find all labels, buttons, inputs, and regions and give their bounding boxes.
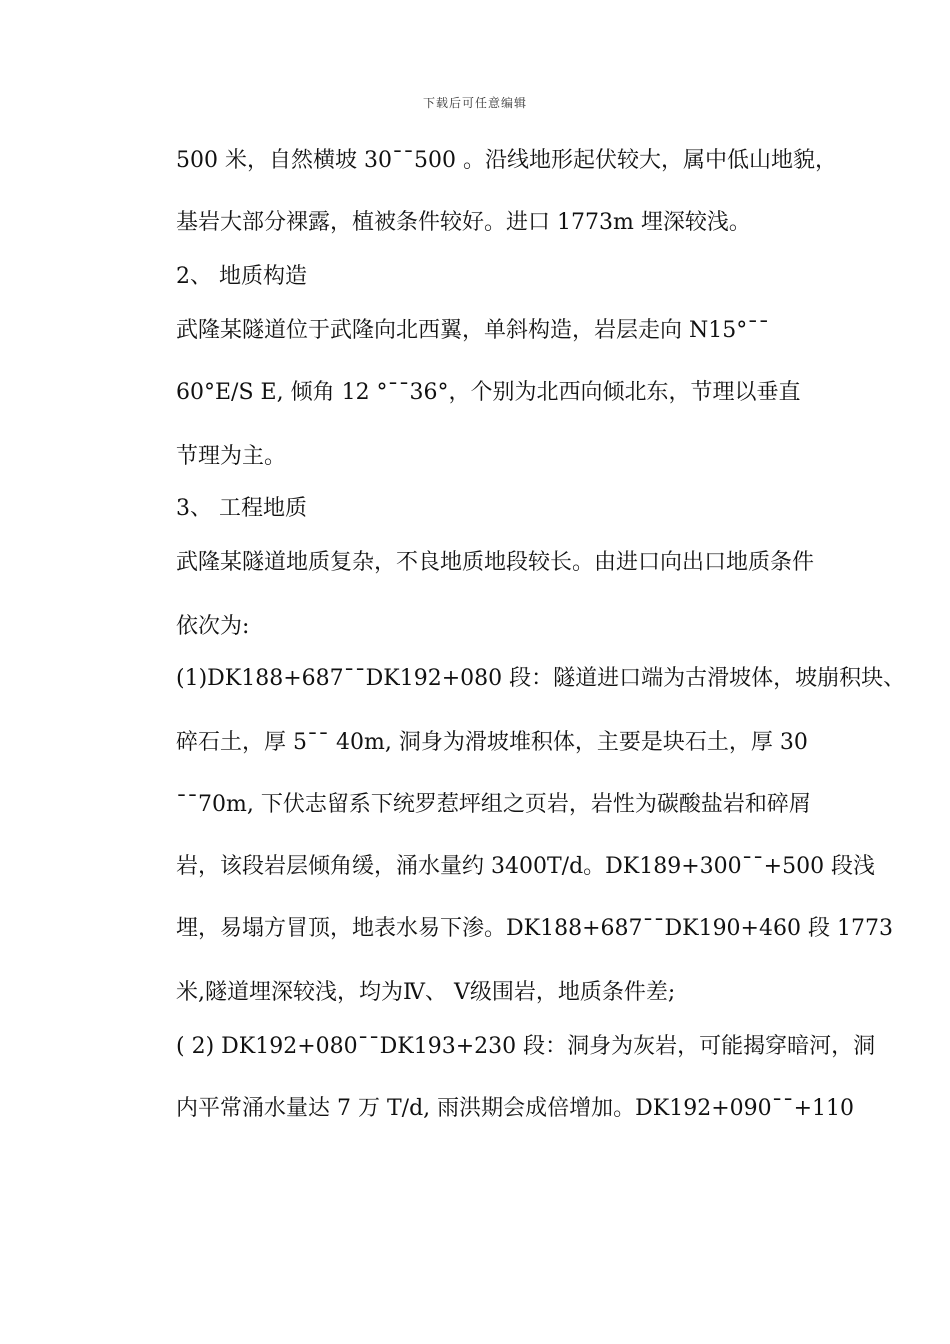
text-line: ¯¯70m, 下伏志留系下统罗惹坪组之页岩，岩性为碳酸盐岩和碎屑 — [176, 792, 811, 817]
text-line: 节理为主。 — [176, 444, 287, 469]
text-line: 碎石土，厚 5¯¯ 40m, 洞身为滑坡堆积体，主要是块石土，厚 30 — [176, 730, 808, 755]
text-line: 武隆某隧道地质复杂，不良地质地段较长。由进口向出口地质条件 — [176, 550, 815, 575]
section-heading: 2、 地质构造 — [176, 264, 307, 289]
text-line: 岩，该段岩层倾角缓，涌水量约 3400T/d。DK189+300¯¯+500 段浅 — [176, 854, 876, 879]
text-line: 依次为: — [176, 614, 250, 639]
text-line: 500 米，自然横坡 30¯¯500 。沿线地形起伏较大，属中低山地貌， — [176, 148, 837, 173]
text-line: 米,隧道埋深较浅，均为Ⅳ、 Ⅴ级围岩，地质条件差; — [176, 980, 676, 1005]
text-line: (1)DK188+687¯¯DK192+080 段：隧道进口端为古滑坡体，坡崩积块、 — [176, 666, 906, 691]
section-heading: 3、 工程地质 — [176, 496, 307, 521]
text-line: 内平常涌水量达 7 万 T/d, 雨洪期会成倍增加。DK192+090¯¯+110 — [176, 1096, 855, 1121]
text-line: 埋，易塌方冒顶，地表水易下渗。DK188+687¯¯DK190+460 段 1773 — [176, 916, 893, 941]
text-line: 武隆某隧道位于武隆向北西翼，单斜构造，岩层走向 N15°¯¯ — [176, 318, 770, 343]
text-line: ( 2) DK192+080¯¯DK193+230 段：洞身为灰岩，可能揭穿暗河，洞 — [176, 1034, 876, 1059]
text-line: 60°E/S E, 倾角 12 °¯¯36°，个别为北西向倾北东，节理以垂直 — [176, 380, 801, 405]
text-line: 基岩大部分裸露，植被条件较好。进口 1773m 埋深较浅。 — [176, 210, 751, 235]
page-header: 下载后可任意编辑 — [422, 96, 527, 110]
